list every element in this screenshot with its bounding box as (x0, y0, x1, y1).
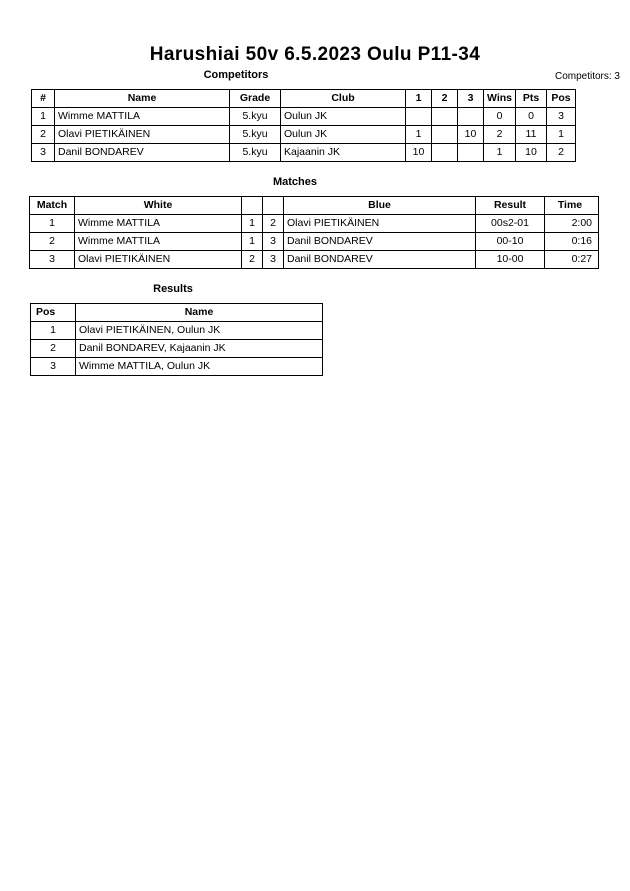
cell-blue-number: 3 (263, 233, 284, 251)
table-row (32, 126, 576, 144)
cell-blue-name: Olavi PIETIKÄINEN (284, 215, 476, 233)
cell-result: 10-00 (476, 251, 545, 269)
page-title: Harushiai 50v 6.5.2023 Oulu P11-34 (149, 44, 481, 65)
competitors-count: Competitors: 3 (554, 71, 620, 82)
cell-match-number: 3 (30, 251, 75, 269)
cell-time: 2:00 (545, 215, 599, 233)
cell-vs-2 (432, 126, 458, 144)
cell-wins: 1 (484, 144, 516, 162)
cell-name: Olavi PIETIKÄINEN, Oulun JK (76, 322, 323, 340)
table-row (31, 340, 323, 358)
table-header-row (32, 90, 576, 108)
cell-vs-1: 10 (406, 144, 432, 162)
cell-vs-3: 10 (458, 126, 484, 144)
cell-club: Kajaanin JK (281, 144, 406, 162)
cell-pos: 1 (31, 322, 76, 340)
cell-match-number: 1 (30, 215, 75, 233)
cell-vs-2 (432, 108, 458, 126)
cell-pts: 0 (516, 108, 547, 126)
table-row (31, 358, 323, 376)
cell-blue-number: 2 (263, 215, 284, 233)
cell-grade: 5.kyu (230, 126, 281, 144)
column-header-wins: Wins (484, 90, 516, 108)
column-header-blue-number (263, 197, 284, 215)
column-header-blue: Blue (284, 197, 476, 215)
cell-wins: 0 (484, 108, 516, 126)
column-header-opponent-2: 2 (432, 90, 458, 108)
cell-blue-number: 3 (263, 251, 284, 269)
cell-white-name: Wimme MATTILA (75, 215, 242, 233)
cell-white-number: 2 (242, 251, 263, 269)
matches-section-label: Matches (272, 176, 318, 188)
cell-vs-3 (458, 144, 484, 162)
table-row (30, 233, 599, 251)
cell-white-name: Olavi PIETIKÄINEN (75, 251, 242, 269)
cell-grade: 5.kyu (230, 108, 281, 126)
cell-pos: 1 (547, 126, 576, 144)
cell-white-name: Wimme MATTILA (75, 233, 242, 251)
cell-name: Danil BONDAREV (55, 144, 230, 162)
cell-name: Wimme MATTILA (55, 108, 230, 126)
cell-club: Oulun JK (281, 108, 406, 126)
column-header-white: White (75, 197, 242, 215)
table-row (32, 108, 576, 126)
cell-time: 0:27 (545, 251, 599, 269)
column-header-pos: Pos (31, 304, 76, 322)
cell-pos: 2 (547, 144, 576, 162)
cell-vs-1: 1 (406, 126, 432, 144)
cell-number: 1 (32, 108, 55, 126)
cell-name: Wimme MATTILA, Oulun JK (76, 358, 323, 376)
cell-white-number: 1 (242, 215, 263, 233)
column-header-time: Time (545, 197, 599, 215)
cell-pos: 3 (31, 358, 76, 376)
column-header-name: Name (55, 90, 230, 108)
column-header-pts: Pts (516, 90, 547, 108)
competitors-section-label: Competitors (203, 69, 269, 81)
column-header-result: Result (476, 197, 545, 215)
cell-time: 0:16 (545, 233, 599, 251)
cell-pts: 11 (516, 126, 547, 144)
cell-wins: 2 (484, 126, 516, 144)
cell-pos: 3 (547, 108, 576, 126)
cell-club: Oulun JK (281, 126, 406, 144)
cell-result: 00-10 (476, 233, 545, 251)
column-header-match: Match (30, 197, 75, 215)
cell-pos: 2 (31, 340, 76, 358)
column-header-number: # (32, 90, 55, 108)
table-row (30, 215, 599, 233)
cell-name: Olavi PIETIKÄINEN (55, 126, 230, 144)
column-header-white-number (242, 197, 263, 215)
column-header-name: Name (76, 304, 323, 322)
cell-pts: 10 (516, 144, 547, 162)
table-row (30, 251, 599, 269)
table-row (31, 322, 323, 340)
competitors-table (31, 89, 576, 162)
cell-white-number: 1 (242, 233, 263, 251)
cell-vs-2 (432, 144, 458, 162)
table-header-row (30, 197, 599, 215)
table-header-row (31, 304, 323, 322)
cell-blue-name: Danil BONDAREV (284, 251, 476, 269)
results-section-label: Results (153, 283, 193, 295)
cell-grade: 5.kyu (230, 144, 281, 162)
cell-result: 00s2-01 (476, 215, 545, 233)
column-header-opponent-3: 3 (458, 90, 484, 108)
matches-table (29, 196, 599, 269)
cell-number: 2 (32, 126, 55, 144)
column-header-grade: Grade (230, 90, 281, 108)
table-row (32, 144, 576, 162)
column-header-opponent-1: 1 (406, 90, 432, 108)
cell-name: Danil BONDAREV, Kajaanin JK (76, 340, 323, 358)
cell-vs-3 (458, 108, 484, 126)
cell-blue-name: Danil BONDAREV (284, 233, 476, 251)
cell-vs-1 (406, 108, 432, 126)
cell-match-number: 2 (30, 233, 75, 251)
cell-number: 3 (32, 144, 55, 162)
results-table (30, 303, 323, 376)
column-header-club: Club (281, 90, 406, 108)
column-header-pos: Pos (547, 90, 576, 108)
